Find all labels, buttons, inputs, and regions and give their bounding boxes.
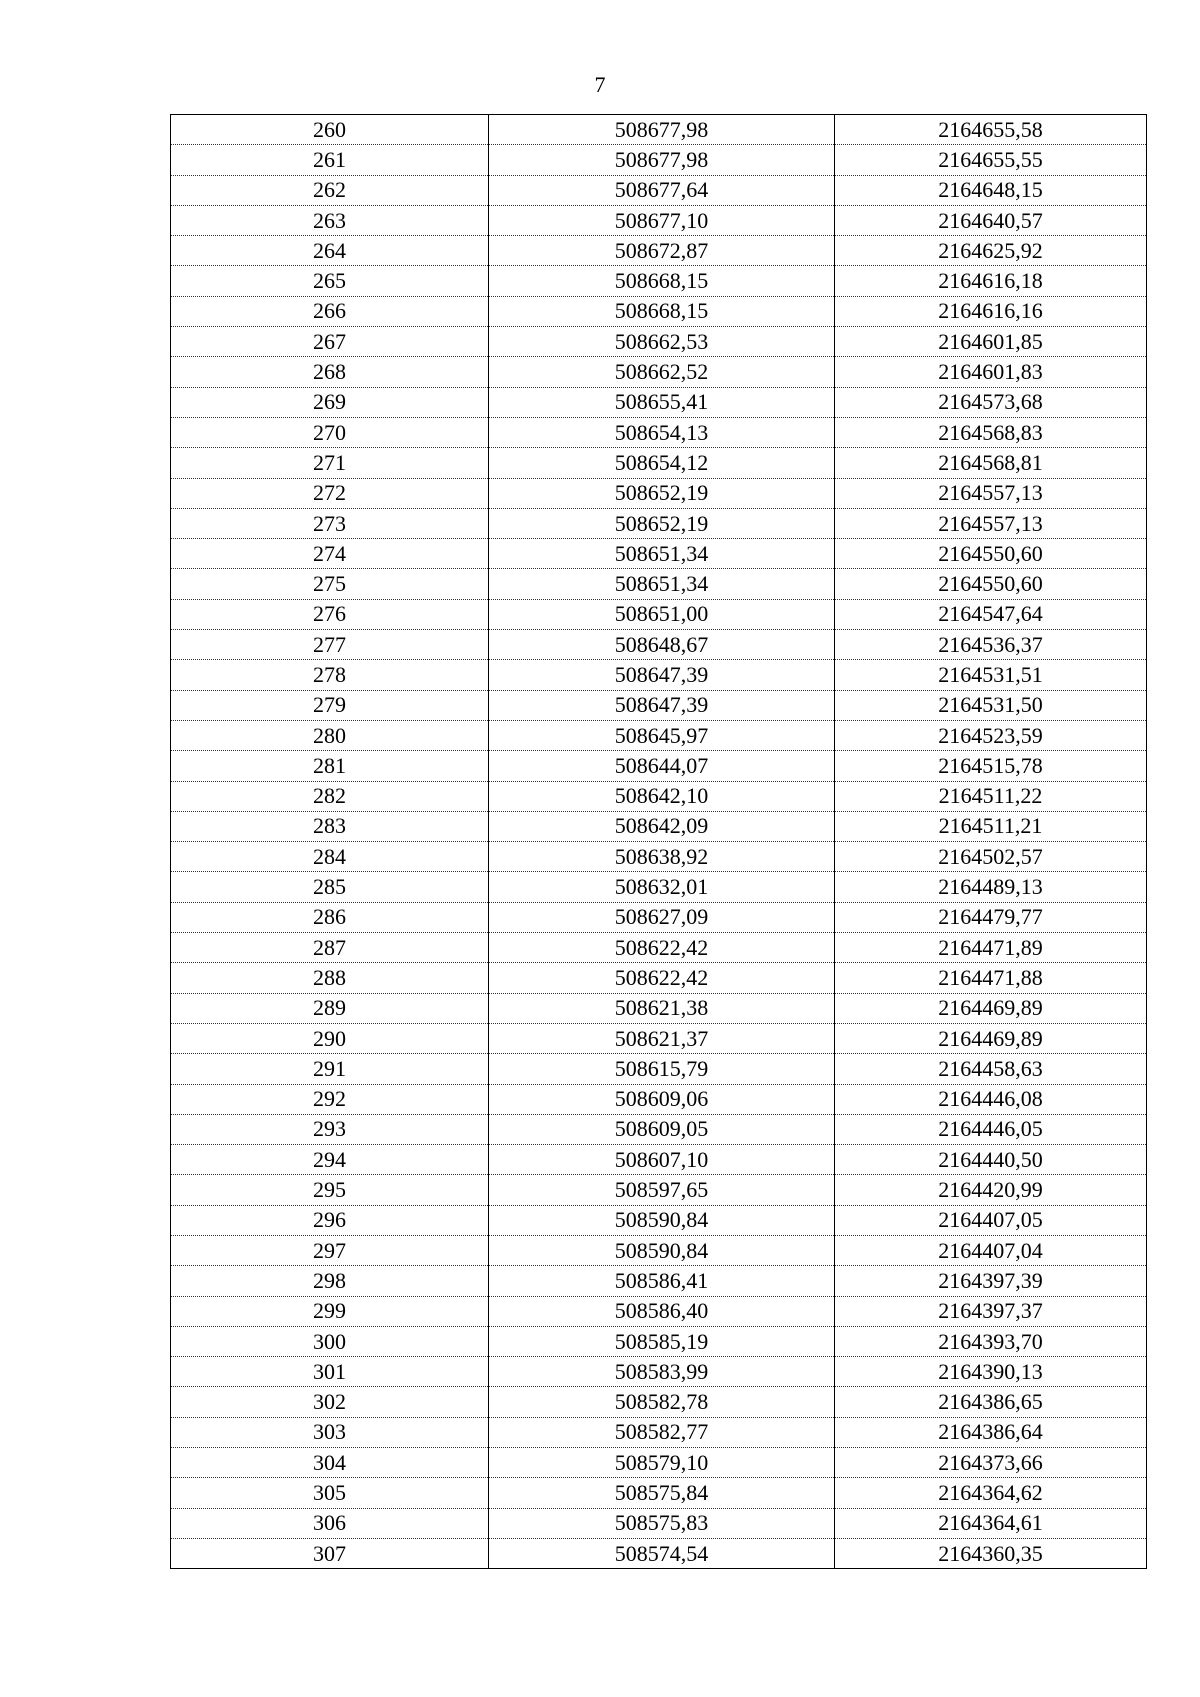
point-number-cell: 286	[171, 902, 489, 932]
point-number-cell: 304	[171, 1448, 489, 1478]
x-coordinate-cell: 508615,79	[489, 1054, 835, 1084]
point-number-cell: 303	[171, 1417, 489, 1447]
x-coordinate-cell: 508654,12	[489, 448, 835, 478]
x-coordinate-cell: 508575,83	[489, 1508, 835, 1538]
table-row	[171, 1145, 1147, 1175]
x-coordinate-cell: 508622,42	[489, 933, 835, 963]
point-number-cell: 285	[171, 872, 489, 902]
point-number-cell: 278	[171, 660, 489, 690]
point-number-cell: 291	[171, 1054, 489, 1084]
table-row	[171, 781, 1147, 811]
point-number-cell: 271	[171, 448, 489, 478]
x-coordinate-cell: 508590,84	[489, 1235, 835, 1265]
point-number-cell: 274	[171, 539, 489, 569]
table-row	[171, 1114, 1147, 1144]
x-coordinate-cell: 508585,19	[489, 1326, 835, 1356]
table-row	[171, 1205, 1147, 1235]
table-row	[171, 842, 1147, 872]
point-number-cell: 279	[171, 690, 489, 720]
y-coordinate-cell: 2164364,61	[835, 1508, 1147, 1538]
table-row	[171, 963, 1147, 993]
point-number-cell: 298	[171, 1266, 489, 1296]
y-coordinate-cell: 2164523,59	[835, 720, 1147, 750]
y-coordinate-cell: 2164625,92	[835, 236, 1147, 266]
table-row	[171, 599, 1147, 629]
point-number-cell: 276	[171, 599, 489, 629]
y-coordinate-cell: 2164407,05	[835, 1205, 1147, 1235]
y-coordinate-cell: 2164397,37	[835, 1296, 1147, 1326]
point-number-cell: 307	[171, 1538, 489, 1568]
y-coordinate-cell: 2164407,04	[835, 1235, 1147, 1265]
point-number-cell: 302	[171, 1387, 489, 1417]
table-row	[171, 236, 1147, 266]
table-row	[171, 1175, 1147, 1205]
coordinates-table	[170, 114, 1147, 1569]
table-row	[171, 1054, 1147, 1084]
point-number-cell: 263	[171, 205, 489, 235]
point-number-cell: 280	[171, 720, 489, 750]
point-number-cell: 295	[171, 1175, 489, 1205]
y-coordinate-cell: 2164568,81	[835, 448, 1147, 478]
table-row	[171, 569, 1147, 599]
y-coordinate-cell: 2164360,35	[835, 1538, 1147, 1568]
y-coordinate-cell: 2164550,60	[835, 539, 1147, 569]
y-coordinate-cell: 2164511,21	[835, 811, 1147, 841]
y-coordinate-cell: 2164531,50	[835, 690, 1147, 720]
y-coordinate-cell: 2164536,37	[835, 630, 1147, 660]
table-row	[171, 175, 1147, 205]
y-coordinate-cell: 2164386,65	[835, 1387, 1147, 1417]
x-coordinate-cell: 508645,97	[489, 720, 835, 750]
table-row	[171, 448, 1147, 478]
point-number-cell: 293	[171, 1114, 489, 1144]
x-coordinate-cell: 508662,53	[489, 327, 835, 357]
y-coordinate-cell: 2164440,50	[835, 1145, 1147, 1175]
table-row	[171, 630, 1147, 660]
x-coordinate-cell: 508609,06	[489, 1084, 835, 1114]
x-coordinate-cell: 508677,64	[489, 175, 835, 205]
point-number-cell: 262	[171, 175, 489, 205]
y-coordinate-cell: 2164655,58	[835, 115, 1147, 145]
x-coordinate-cell: 508654,13	[489, 417, 835, 447]
y-coordinate-cell: 2164616,16	[835, 296, 1147, 326]
table-row	[171, 872, 1147, 902]
table-row	[171, 1084, 1147, 1114]
y-coordinate-cell: 2164386,64	[835, 1417, 1147, 1447]
x-coordinate-cell: 508647,39	[489, 660, 835, 690]
x-coordinate-cell: 508662,52	[489, 357, 835, 387]
table-row	[171, 1023, 1147, 1053]
point-number-cell: 275	[171, 569, 489, 599]
point-number-cell: 272	[171, 478, 489, 508]
point-number-cell: 260	[171, 115, 489, 145]
y-coordinate-cell: 2164446,08	[835, 1084, 1147, 1114]
y-coordinate-cell: 2164511,22	[835, 781, 1147, 811]
table-row	[171, 478, 1147, 508]
y-coordinate-cell: 2164547,64	[835, 599, 1147, 629]
y-coordinate-cell: 2164469,89	[835, 993, 1147, 1023]
y-coordinate-cell: 2164601,85	[835, 327, 1147, 357]
table-row	[171, 902, 1147, 932]
y-coordinate-cell: 2164393,70	[835, 1326, 1147, 1356]
x-coordinate-cell: 508647,39	[489, 690, 835, 720]
x-coordinate-cell: 508621,37	[489, 1023, 835, 1053]
x-coordinate-cell: 508582,78	[489, 1387, 835, 1417]
y-coordinate-cell: 2164420,99	[835, 1175, 1147, 1205]
table-row	[171, 1296, 1147, 1326]
y-coordinate-cell: 2164616,18	[835, 266, 1147, 296]
y-coordinate-cell: 2164557,13	[835, 478, 1147, 508]
x-coordinate-cell: 508652,19	[489, 508, 835, 538]
x-coordinate-cell: 508642,10	[489, 781, 835, 811]
y-coordinate-cell: 2164390,13	[835, 1357, 1147, 1387]
point-number-cell: 289	[171, 993, 489, 1023]
x-coordinate-cell: 508607,10	[489, 1145, 835, 1175]
point-number-cell: 283	[171, 811, 489, 841]
point-number-cell: 284	[171, 842, 489, 872]
coordinates-table-body	[171, 115, 1147, 1569]
table-row	[171, 993, 1147, 1023]
y-coordinate-cell: 2164531,51	[835, 660, 1147, 690]
x-coordinate-cell: 508644,07	[489, 751, 835, 781]
table-row	[171, 1326, 1147, 1356]
y-coordinate-cell: 2164655,55	[835, 145, 1147, 175]
x-coordinate-cell: 508655,41	[489, 387, 835, 417]
y-coordinate-cell: 2164458,63	[835, 1054, 1147, 1084]
y-coordinate-cell: 2164573,68	[835, 387, 1147, 417]
x-coordinate-cell: 508652,19	[489, 478, 835, 508]
table-row	[171, 296, 1147, 326]
point-number-cell: 273	[171, 508, 489, 538]
y-coordinate-cell: 2164601,83	[835, 357, 1147, 387]
point-number-cell: 300	[171, 1326, 489, 1356]
table-row	[171, 1235, 1147, 1265]
y-coordinate-cell: 2164489,13	[835, 872, 1147, 902]
point-number-cell: 277	[171, 630, 489, 660]
y-coordinate-cell: 2164373,66	[835, 1448, 1147, 1478]
y-coordinate-cell: 2164397,39	[835, 1266, 1147, 1296]
table-row	[171, 205, 1147, 235]
y-coordinate-cell: 2164515,78	[835, 751, 1147, 781]
page-number: 7	[594, 72, 606, 97]
x-coordinate-cell: 508590,84	[489, 1205, 835, 1235]
x-coordinate-cell: 508668,15	[489, 296, 835, 326]
y-coordinate-cell: 2164502,57	[835, 842, 1147, 872]
x-coordinate-cell: 508651,34	[489, 569, 835, 599]
y-coordinate-cell: 2164557,13	[835, 508, 1147, 538]
point-number-cell: 269	[171, 387, 489, 417]
table-row	[171, 417, 1147, 447]
table-row	[171, 690, 1147, 720]
point-number-cell: 282	[171, 781, 489, 811]
table-row	[171, 115, 1147, 145]
x-coordinate-cell: 508621,38	[489, 993, 835, 1023]
table-row	[171, 327, 1147, 357]
x-coordinate-cell: 508583,99	[489, 1357, 835, 1387]
point-number-cell: 294	[171, 1145, 489, 1175]
x-coordinate-cell: 508677,98	[489, 145, 835, 175]
table-row	[171, 1478, 1147, 1508]
point-number-cell: 261	[171, 145, 489, 175]
point-number-cell: 287	[171, 933, 489, 963]
table-row	[171, 357, 1147, 387]
x-coordinate-cell: 508622,42	[489, 963, 835, 993]
table-row	[171, 1387, 1147, 1417]
point-number-cell: 290	[171, 1023, 489, 1053]
table-row	[171, 811, 1147, 841]
point-number-cell: 292	[171, 1084, 489, 1114]
point-number-cell: 265	[171, 266, 489, 296]
point-number-cell: 264	[171, 236, 489, 266]
point-number-cell: 296	[171, 1205, 489, 1235]
table-row	[171, 1538, 1147, 1568]
point-number-cell: 288	[171, 963, 489, 993]
x-coordinate-cell: 508648,67	[489, 630, 835, 660]
table-row	[171, 660, 1147, 690]
table-row	[171, 508, 1147, 538]
x-coordinate-cell: 508575,84	[489, 1478, 835, 1508]
point-number-cell: 267	[171, 327, 489, 357]
point-number-cell: 306	[171, 1508, 489, 1538]
table-row	[171, 1266, 1147, 1296]
x-coordinate-cell: 508677,98	[489, 115, 835, 145]
table-row	[171, 145, 1147, 175]
x-coordinate-cell: 508651,34	[489, 539, 835, 569]
x-coordinate-cell: 508582,77	[489, 1417, 835, 1447]
y-coordinate-cell: 2164568,83	[835, 417, 1147, 447]
x-coordinate-cell: 508627,09	[489, 902, 835, 932]
table-row	[171, 387, 1147, 417]
y-coordinate-cell: 2164469,89	[835, 1023, 1147, 1053]
point-number-cell: 266	[171, 296, 489, 326]
y-coordinate-cell: 2164550,60	[835, 569, 1147, 599]
point-number-cell: 305	[171, 1478, 489, 1508]
x-coordinate-cell: 508574,54	[489, 1538, 835, 1568]
x-coordinate-cell: 508668,15	[489, 266, 835, 296]
y-coordinate-cell: 2164471,89	[835, 933, 1147, 963]
x-coordinate-cell: 508609,05	[489, 1114, 835, 1144]
x-coordinate-cell: 508638,92	[489, 842, 835, 872]
y-coordinate-cell: 2164364,62	[835, 1478, 1147, 1508]
x-coordinate-cell: 508579,10	[489, 1448, 835, 1478]
table-row	[171, 1357, 1147, 1387]
table-row	[171, 933, 1147, 963]
x-coordinate-cell: 508672,87	[489, 236, 835, 266]
point-number-cell: 268	[171, 357, 489, 387]
x-coordinate-cell: 508677,10	[489, 205, 835, 235]
point-number-cell: 297	[171, 1235, 489, 1265]
y-coordinate-cell: 2164446,05	[835, 1114, 1147, 1144]
table-row	[171, 1417, 1147, 1447]
x-coordinate-cell: 508586,41	[489, 1266, 835, 1296]
table-row	[171, 1448, 1147, 1478]
x-coordinate-cell: 508651,00	[489, 599, 835, 629]
point-number-cell: 270	[171, 417, 489, 447]
x-coordinate-cell: 508586,40	[489, 1296, 835, 1326]
x-coordinate-cell: 508642,09	[489, 811, 835, 841]
table-row	[171, 720, 1147, 750]
point-number-cell: 299	[171, 1296, 489, 1326]
y-coordinate-cell: 2164648,15	[835, 175, 1147, 205]
x-coordinate-cell: 508597,65	[489, 1175, 835, 1205]
y-coordinate-cell: 2164471,88	[835, 963, 1147, 993]
y-coordinate-cell: 2164640,57	[835, 205, 1147, 235]
x-coordinate-cell: 508632,01	[489, 872, 835, 902]
table-row	[171, 539, 1147, 569]
table-row	[171, 1508, 1147, 1538]
point-number-cell: 301	[171, 1357, 489, 1387]
table-row	[171, 266, 1147, 296]
point-number-cell: 281	[171, 751, 489, 781]
y-coordinate-cell: 2164479,77	[835, 902, 1147, 932]
table-row	[171, 751, 1147, 781]
